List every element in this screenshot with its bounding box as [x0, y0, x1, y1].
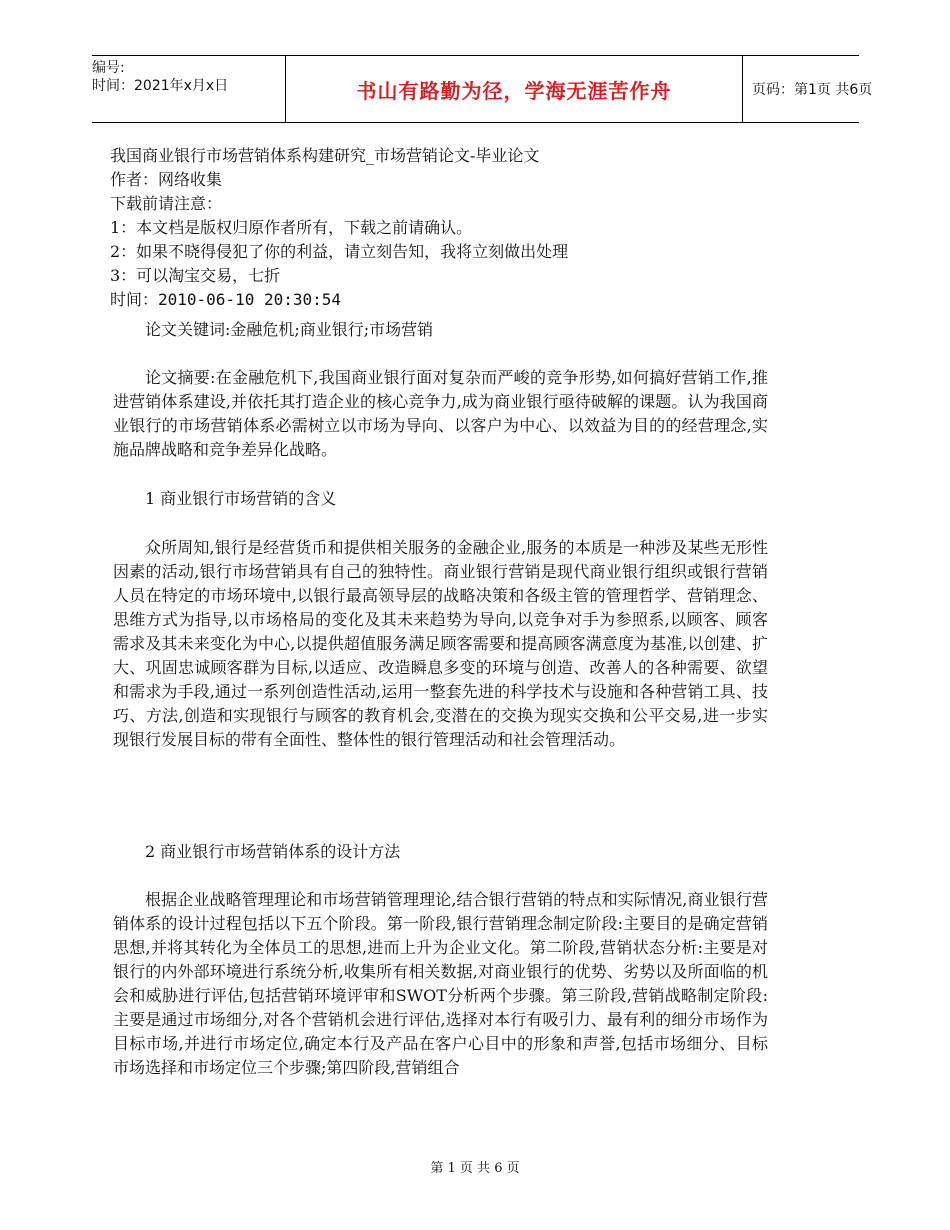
header-meta [92, 56, 285, 125]
document-author: 作者：网络收集 [110, 170, 223, 189]
abstract-paragraph: 论文摘要:在金融危机下,我国商业银行面对复杂而严峻的竞争形势,如何搞好营销工作,推进营销体系建设,并依托其打造企业的核心竞争力,成为商业银行亟待破解的课题。认为我国商业银行的市场营销体系必需树立以市场为导向、以客户为中心、以效益为目的的经营理念,实施品牌战略和竞争差异化战略。 [113, 368, 768, 459]
document-title: 我国商业银行市场营销体系构建研究_市场营销论文-毕业论文 [110, 146, 540, 165]
page-footer: 第 1 页 共 6 页 [430, 1161, 520, 1176]
notice-item-3: 3：可以淘宝交易，七折 [110, 266, 281, 285]
section-1-heading: 1 商业银行市场营销的含义 [145, 489, 337, 508]
motto-text: 书山有路勤为径，学海无涯苦作舟 [356, 78, 672, 103]
section-2-paragraph: 根据企业战略管理理论和市场营销管理理论,结合银行营销的特点和实际情况,商业银行营销体系的设计过程包括以下五个阶段。第一阶段,银行营销理念制定阶段:主要目的是确定营销思想,并将其转化为全体员工的思想,进而上升为企业文化。第二阶段,营销状态分析:主要是对银行的内外部环境进行系统分析,收集所有相关数据,对商业银行的优势、劣势以及所面临的机会和威胁进行评估,包括营销环境评审和SWOT分析两个步骤。第三阶段,营销战略制定阶段:主要是通过市场细分,对各个营销机会进行评估,选择对本行有吸引力、最有利的细分市场作为目标市场,并进行市场定位,确定本行及产品在客户心目中的形象和声誉,包括市场细分、目标市场选择和市场定位三个步骤;第四阶段,营销组合 [113, 890, 768, 1077]
header-motto-cell [285, 56, 743, 122]
notice-item-2: 2：如果不晓得侵犯了你的利益，请立刻告知，我将立刻做出处理 [110, 242, 569, 261]
keywords: 论文关键词:金融危机;商业银行;市场营销 [145, 320, 434, 339]
section-1-paragraph: 众所周知,银行是经营货币和提供相关服务的金融企业,服务的本质是一种涉及某些无形性因素的活动,银行市场营销具有自己的独特性。商业银行营销是现代商业银行组织或银行营销人员在特定的市场环境中,以银行最高领导层的战略决策和各级主管的管理哲学、营销理念、思维方式为指导,以市场格局的变化及其未来趋势为导向,以竞争对手为参照系,以顾客、顾客需求及其未来变化为中心,以提供超值服务满足顾客需要和提高顾客满意度为基准,以创建、扩大、巩固忠诚顾客群为目标,以适应、改造瞬息多变的环境与创造、改善人的各种需要、欲望和需求为手段,通过一系列创造性活动,运用一整套先进的科学技术与设施和各种营销工具、技巧、方法,创造和实现银行与顾客的教育机会,变潜在的交换为现实交换和公平交易,进一步实现银行发展目标的带有全面性、整体性的银行管理活动和社会管理活动。 [113, 538, 768, 749]
number-label: 编号: [92, 60, 125, 76]
document-meta [110, 144, 810, 312]
page-header [92, 55, 873, 123]
section-2-heading: 2 商业银行市场营销体系的设计方法 [145, 842, 401, 861]
notice-title: 下载前请注意： [110, 194, 223, 213]
document-time: 时间：2010-06-10 20:30:54 [110, 290, 342, 309]
notice-item-1: 1：本文档是版权归原作者所有，下载之前请确认。 [110, 218, 473, 237]
header-page-info: 页码：第1页 共6页 [752, 82, 873, 98]
date-label: 时间：2021年x月x日 [92, 78, 229, 94]
